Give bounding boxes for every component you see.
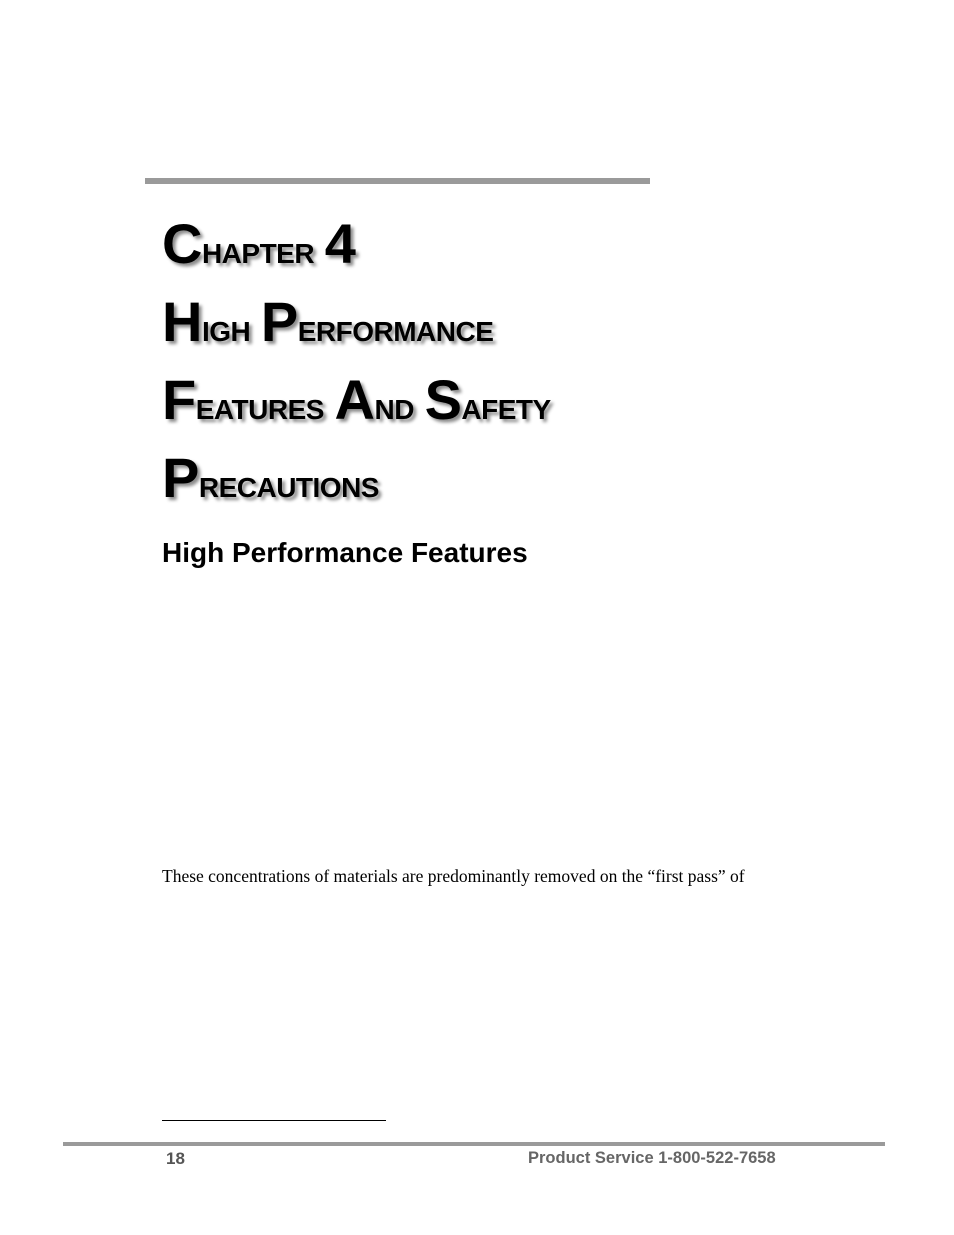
chapter-title-line (162, 208, 782, 286)
chapter-title-segment: nd (374, 384, 425, 428)
chapter-title-line (162, 286, 782, 364)
chapter-title-segment: hapter (201, 228, 325, 272)
chapter-title-segment: H (162, 290, 202, 353)
chapter-title-segment: C (162, 212, 202, 275)
body-paragraph: These concentrations of materials are predominantly removed on the “first pass” of (162, 866, 745, 886)
chapter-title-segment: erformance (297, 306, 494, 350)
page-number: 18 (166, 1149, 185, 1168)
chapter-title-line (162, 442, 782, 520)
chapter-title-segment: P (162, 446, 199, 509)
chapter-title-segment: A (334, 368, 375, 431)
section-heading: High Performance Features (162, 537, 528, 568)
chapter-top-rule (145, 178, 650, 184)
chapter-title-segment: afety (461, 384, 551, 428)
chapter-title-segment: igh (201, 306, 261, 350)
chapter-title-segment: F (162, 368, 196, 431)
chapter-title (162, 208, 782, 520)
chapter-title-line (162, 364, 782, 442)
chapter-title-segment: S (424, 368, 462, 431)
footnote-separator (162, 1120, 386, 1121)
footer-rule (63, 1142, 885, 1146)
footer-service-phone: Product Service 1-800-522-7658 (528, 1149, 776, 1167)
chapter-title-segment: P (260, 290, 298, 353)
chapter-title-segment: recautions (198, 462, 379, 506)
chapter-title-segment: eatures (195, 384, 335, 428)
chapter-title-segment: 4 (324, 212, 356, 275)
